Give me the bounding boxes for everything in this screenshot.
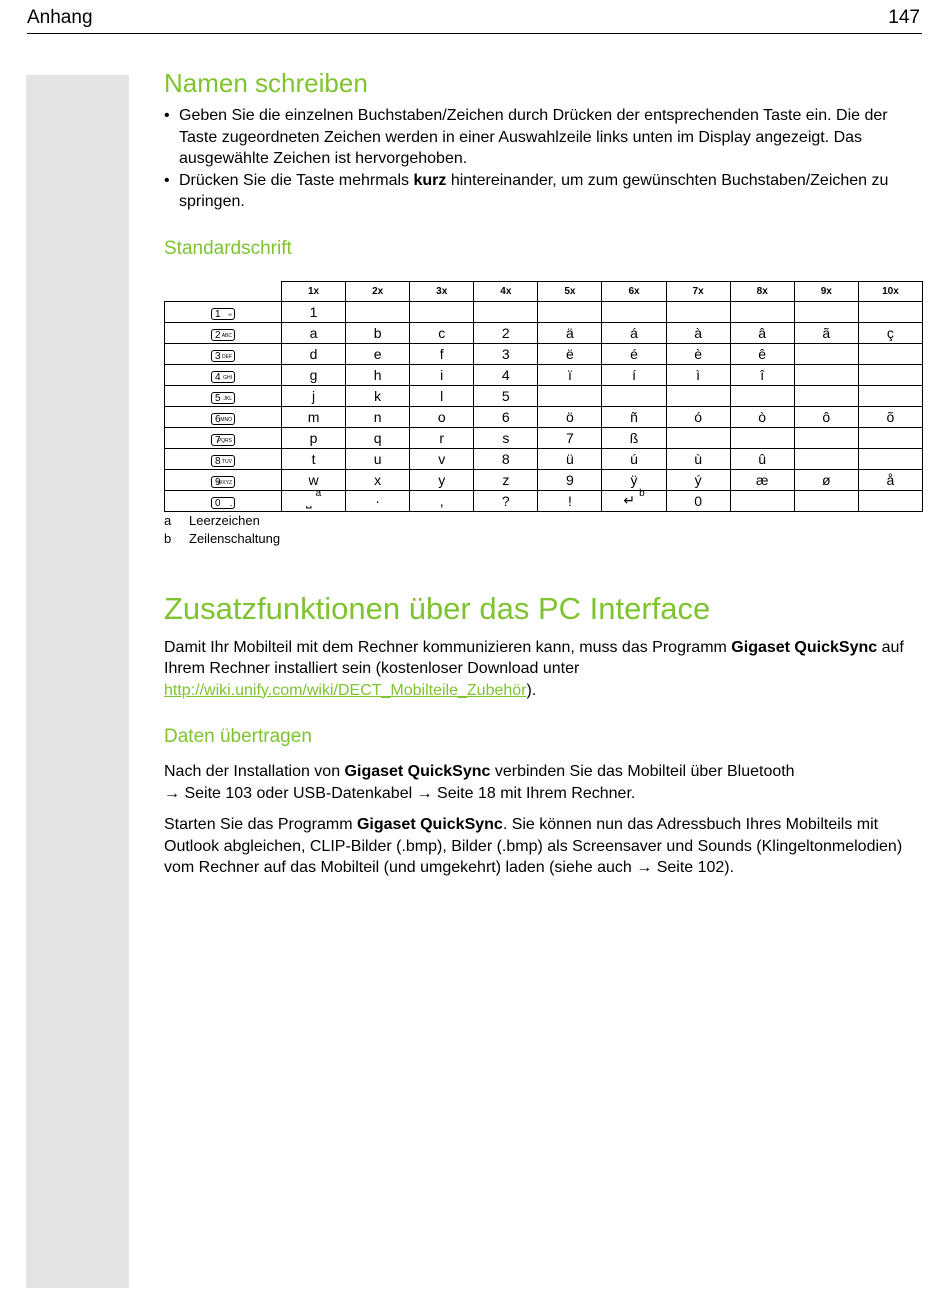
char-value: n (373, 408, 382, 425)
char-cell (538, 301, 602, 322)
char-value: ä (566, 324, 574, 341)
char-value: k (374, 387, 382, 404)
char-cell (346, 343, 410, 364)
char-value: 9 (566, 471, 574, 488)
char-cell (410, 490, 474, 511)
char-cell (282, 364, 346, 385)
char-cell (794, 385, 858, 406)
char-value: 3 (501, 345, 510, 362)
bold-text: Gigaset QuickSync (731, 638, 878, 656)
char-cell (346, 322, 410, 343)
char-value: ã (822, 324, 831, 341)
key-digit: 0 (215, 497, 221, 509)
char-cell (794, 301, 858, 322)
char-value: y (438, 471, 446, 488)
header-rule (27, 33, 922, 34)
char-cell (474, 343, 538, 364)
char-value: ì (696, 366, 701, 383)
char-cell (858, 301, 922, 322)
char-value: m (307, 408, 320, 425)
char-cell (858, 490, 922, 511)
char-value: 0 (694, 492, 702, 509)
key-letters: TUV (222, 458, 232, 465)
char-value: a (309, 324, 318, 341)
char-value: û (758, 450, 767, 467)
char-cell (282, 469, 346, 490)
char-cell (730, 406, 794, 427)
char-cell (346, 490, 410, 511)
char-cell (346, 301, 410, 322)
paragraph-installation (164, 761, 922, 804)
char-value: â (758, 324, 767, 341)
char-value: x (374, 471, 382, 488)
char-cell (282, 385, 346, 406)
character-table (164, 281, 923, 512)
char-value: å (886, 471, 895, 488)
char-value: , (439, 492, 444, 509)
char-value: g (309, 366, 318, 383)
column-header: 2x (346, 281, 410, 301)
char-value: ! (567, 492, 572, 509)
key-letters: MNO (220, 416, 232, 423)
text: . Sie können nun das Adressbuch Ihres Mobilteils mit Outlook abgleichen, CLIP-Bilder (.bmp), Bilder (.bmp) als Screensaver und Sounds (Klingeltonmelodien) vom Rechner auf das Mobilteil (und umgekehrt) laden (siehe auch → Seite 102). (164, 816, 903, 876)
footnote-mark: a (164, 512, 172, 528)
char-cell (538, 322, 602, 343)
char-cell (346, 448, 410, 469)
key-digit: 3 (215, 350, 221, 362)
table-header-row (165, 281, 923, 301)
text: Nach der Installation von (164, 763, 345, 780)
column-header: 10x (858, 281, 922, 301)
key-letters: JKL (223, 395, 232, 402)
char-value: · (375, 492, 380, 509)
table-body (165, 301, 923, 511)
char-cell (794, 469, 858, 490)
key-1-icon (211, 308, 235, 320)
text: auf Ihrem Rechner installiert sein (kostenloser Download unter (164, 638, 904, 677)
char-cell (474, 490, 538, 511)
char-cell (474, 301, 538, 322)
key-letters: GHI (223, 374, 232, 381)
char-cell (794, 364, 858, 385)
char-cell (474, 406, 538, 427)
column-header: 8x (730, 281, 794, 301)
char-cell (474, 448, 538, 469)
bullet-text-bold: kurz (413, 171, 447, 189)
key-cell (165, 364, 282, 385)
download-link[interactable]: http://wiki.unify.com/wiki/DECT_Mobilteile_Zubehör (164, 681, 527, 699)
char-cell (474, 427, 538, 448)
char-cell (602, 427, 666, 448)
char-cell (858, 343, 922, 364)
table-row (165, 427, 923, 448)
char-value: 2 (501, 324, 510, 341)
column-header: 9x (794, 281, 858, 301)
key-letters: DEF (222, 353, 232, 360)
char-cell (602, 448, 666, 469)
footnote-text: Leerzeichen (189, 512, 260, 528)
header-section-label: Anhang (27, 7, 93, 28)
bold-text: Gigaset QuickSync (344, 763, 491, 780)
char-cell (538, 364, 602, 385)
table-row (165, 322, 923, 343)
key-cell (165, 322, 282, 343)
char-value: 4 (501, 366, 510, 383)
char-cell (538, 490, 602, 511)
char-cell (474, 322, 538, 343)
char-cell (410, 427, 474, 448)
key-digit: 7 (215, 434, 221, 446)
char-cell (410, 364, 474, 385)
table-row (165, 385, 923, 406)
key-digit: 8 (215, 455, 221, 467)
char-value: ö (566, 408, 574, 425)
char-value: 1 (309, 303, 318, 320)
table-row (165, 343, 923, 364)
char-cell (346, 406, 410, 427)
char-cell (666, 364, 730, 385)
key-3-icon (211, 350, 235, 362)
char-cell (858, 322, 922, 343)
text: Damit Ihr Mobilteil mit dem Rechner kommunizieren kann, muss das Programm (164, 638, 732, 656)
subsection-title-standard: Standardschrift (164, 237, 292, 259)
char-value: ñ (630, 408, 638, 425)
char-value: 8 (501, 450, 510, 467)
char-cell (410, 301, 474, 322)
char-cell (730, 385, 794, 406)
char-cell (858, 427, 922, 448)
char-value: î (760, 366, 765, 383)
char-value: ô (822, 408, 831, 425)
char-cell (666, 427, 730, 448)
char-cell (794, 490, 858, 511)
char-value: c (438, 324, 446, 341)
key-cell (165, 490, 282, 511)
char-cell (730, 301, 794, 322)
table-row (165, 406, 923, 427)
footnote-marker-a: a (315, 488, 322, 499)
char-cell (282, 322, 346, 343)
column-header: 1x (282, 281, 346, 301)
table-row (165, 301, 923, 322)
text: → Seite 103 oder USB-Datenkabel → Seite 18 mit Ihrem Rechner. (164, 784, 636, 802)
char-cell (730, 490, 794, 511)
char-value: ü (566, 450, 574, 467)
char-cell (282, 490, 346, 511)
char-value: ⎵ (305, 492, 312, 508)
char-cell (602, 490, 666, 511)
list-item (164, 170, 922, 213)
char-cell (602, 364, 666, 385)
char-cell (346, 385, 410, 406)
char-value: ÿ (630, 471, 638, 488)
char-cell (410, 322, 474, 343)
column-header: 5x (538, 281, 602, 301)
bullet-text: Geben Sie die einzelnen Buchstaben/Zeichen durch Drücken der entsprechenden Taste ein. Die der Taste zugeordneten Zeichen werden in einer Auswahlzeile links unten im Display angezeigt. Das ausgewählte Zeichen ist hervorgehoben. (179, 107, 888, 167)
paragraph-start (164, 814, 922, 879)
key-letters: ⎵ (229, 500, 232, 507)
char-value: r (439, 429, 445, 446)
table-row (165, 364, 923, 385)
section-title-zusatz: Zusatzfunktionen über das PC Interface (164, 590, 711, 626)
key-8-icon (211, 455, 235, 467)
char-value: d (309, 345, 318, 362)
char-value: p (309, 429, 318, 446)
text: verbinden Sie das Mobilteil über Bluetooth (490, 763, 795, 780)
char-cell (538, 406, 602, 427)
char-cell (794, 406, 858, 427)
char-cell (730, 343, 794, 364)
char-value: v (438, 450, 446, 467)
margin-sidebar (26, 75, 129, 1288)
char-cell (538, 448, 602, 469)
char-cell (410, 343, 474, 364)
char-cell (858, 469, 922, 490)
char-cell (538, 427, 602, 448)
key-letters: ABC (221, 332, 232, 339)
char-value: l (440, 387, 444, 404)
char-value: ò (758, 408, 767, 425)
footnote-marker-b: b (639, 488, 645, 499)
key-cell (165, 301, 282, 322)
char-cell (730, 322, 794, 343)
char-value: 7 (566, 429, 574, 446)
text: ). (526, 681, 537, 699)
char-cell (474, 364, 538, 385)
key-7-icon (211, 434, 235, 446)
column-header: 7x (666, 281, 730, 301)
char-cell (282, 448, 346, 469)
char-cell (794, 343, 858, 364)
char-cell (794, 427, 858, 448)
key-cell (165, 469, 282, 490)
char-value: è (694, 345, 702, 362)
paragraph-quicksync (164, 637, 922, 702)
key-digit: 1 (215, 308, 221, 320)
bullet-text-pre: Drücken Sie die Taste mehrmals (179, 171, 414, 189)
bullet-text-post: hintereinander, um zum gewünschten Buchstaben/Zeichen zu springen. (179, 171, 889, 210)
char-cell (666, 301, 730, 322)
char-cell (666, 385, 730, 406)
char-cell (538, 343, 602, 364)
page-number: 147 (888, 7, 920, 28)
subsection-title-daten: Daten übertragen (164, 726, 312, 747)
char-cell (602, 469, 666, 490)
key-letters: ∞ (228, 311, 232, 318)
char-cell (730, 448, 794, 469)
key-digit: 4 (215, 371, 221, 383)
char-value: o (437, 408, 446, 425)
char-cell (794, 448, 858, 469)
char-cell (538, 385, 602, 406)
char-value: í (632, 366, 636, 383)
char-value: ç (886, 324, 894, 341)
char-value: é (630, 345, 638, 362)
char-value: à (694, 324, 702, 341)
table-row (165, 469, 923, 490)
table-row (165, 448, 923, 469)
char-cell (346, 469, 410, 490)
key-digit: 6 (215, 413, 221, 425)
key-6-icon (211, 413, 235, 425)
table-corner (165, 281, 282, 301)
key-letters: WXYZ (217, 479, 232, 486)
char-cell (410, 448, 474, 469)
key-digit: 2 (215, 329, 221, 341)
char-value: s (502, 429, 510, 446)
char-value: ê (758, 345, 767, 362)
column-header: 3x (410, 281, 474, 301)
char-value: ? (501, 492, 510, 509)
char-value: j (311, 387, 316, 404)
bold-text: Gigaset QuickSync (356, 816, 503, 833)
key-5-icon (211, 392, 235, 404)
char-value: ó (694, 408, 702, 425)
key-cell (165, 448, 282, 469)
char-value: b (373, 324, 382, 341)
char-value: t (311, 450, 316, 467)
char-cell (666, 406, 730, 427)
char-value: 6 (501, 408, 510, 425)
char-value: ø (822, 471, 831, 488)
char-cell (282, 301, 346, 322)
char-value: ù (694, 450, 702, 467)
key-digit: 9 (215, 476, 221, 488)
text: Starten Sie das Programm (164, 816, 357, 833)
key-0-icon (211, 497, 235, 509)
char-cell (858, 448, 922, 469)
footnote-mark: b (164, 530, 172, 546)
char-cell (730, 469, 794, 490)
char-value: õ (886, 408, 895, 425)
char-cell (666, 469, 730, 490)
key-cell (165, 343, 282, 364)
char-cell (602, 406, 666, 427)
key-4-icon (211, 371, 235, 383)
char-value: ↵ (623, 492, 636, 508)
footnote-text: Zeilenschaltung (189, 530, 281, 546)
char-value: ë (566, 345, 574, 362)
char-value: u (373, 450, 382, 467)
key-letters: PQRS (217, 437, 232, 444)
char-cell (858, 406, 922, 427)
table-row (165, 490, 923, 511)
footnote-a (164, 512, 922, 530)
char-value: ú (630, 450, 638, 467)
char-value: á (630, 324, 638, 341)
column-header: 6x (602, 281, 666, 301)
char-cell (346, 427, 410, 448)
char-cell (474, 469, 538, 490)
char-cell (858, 385, 922, 406)
char-cell (730, 427, 794, 448)
key-2-icon (211, 329, 235, 341)
char-value: ï (567, 366, 572, 383)
char-cell (602, 385, 666, 406)
char-cell (474, 385, 538, 406)
char-cell (602, 322, 666, 343)
char-cell (602, 343, 666, 364)
char-value: e (373, 345, 382, 362)
page-content (164, 68, 922, 879)
char-cell (282, 427, 346, 448)
key-cell (165, 385, 282, 406)
key-cell (165, 427, 282, 448)
char-cell (602, 301, 666, 322)
key-digit: 5 (215, 392, 221, 404)
char-value: ß (629, 429, 639, 446)
char-cell (794, 322, 858, 343)
section-title-namen: Namen schreiben (164, 68, 368, 98)
footnote-b (164, 530, 922, 548)
char-value: w (308, 471, 319, 488)
char-cell (666, 322, 730, 343)
char-cell (410, 406, 474, 427)
key-cell (165, 406, 282, 427)
char-value: h (373, 366, 382, 383)
char-cell (858, 364, 922, 385)
char-value: q (373, 429, 382, 446)
char-value: ý (694, 471, 702, 488)
char-cell (666, 490, 730, 511)
char-cell (730, 364, 794, 385)
char-cell (666, 448, 730, 469)
char-value: æ (755, 471, 769, 488)
key-9-icon (211, 476, 235, 488)
char-value: z (502, 471, 510, 488)
char-cell (410, 385, 474, 406)
char-cell (346, 364, 410, 385)
char-cell (538, 469, 602, 490)
char-cell (282, 406, 346, 427)
column-header: 4x (474, 281, 538, 301)
char-value: 5 (501, 387, 510, 404)
char-cell (666, 343, 730, 364)
char-value: f (439, 345, 444, 362)
char-cell (410, 469, 474, 490)
list-item (164, 105, 922, 170)
char-cell (282, 343, 346, 364)
instruction-list (164, 105, 922, 213)
char-value: i (440, 366, 444, 383)
